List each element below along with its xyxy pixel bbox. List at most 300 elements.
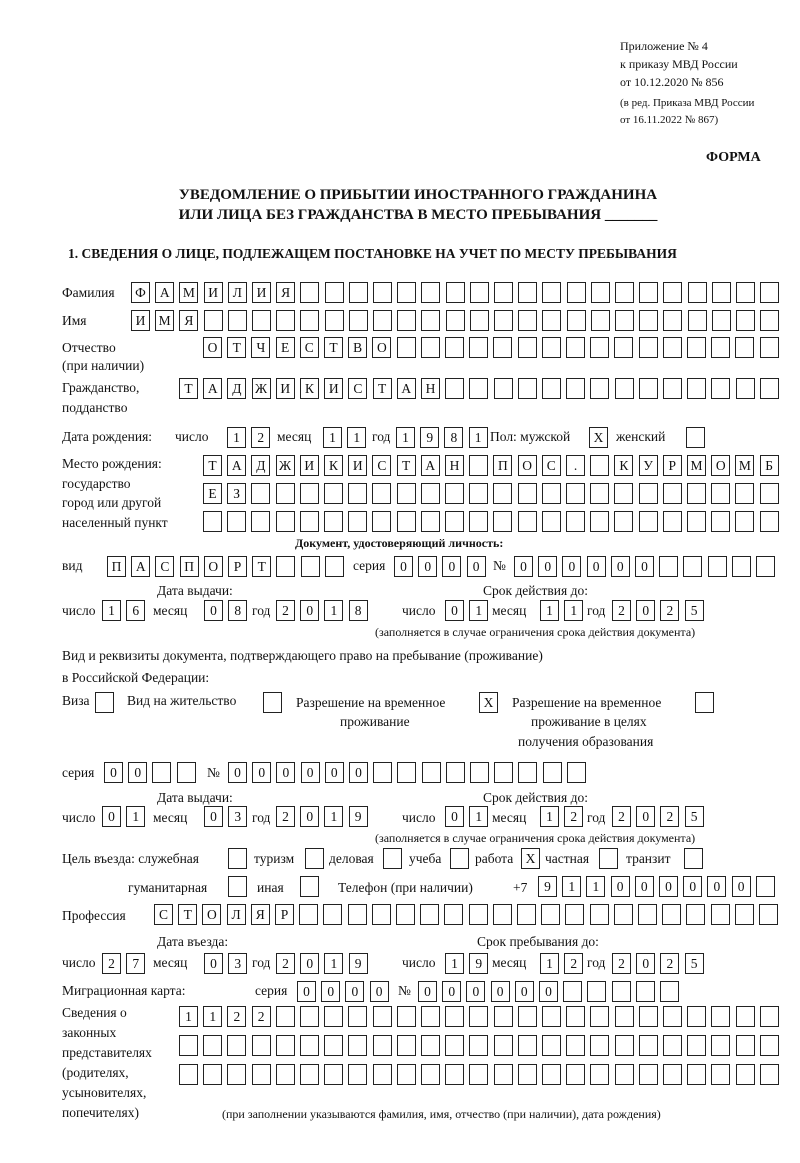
field-patronymic-box[interactable] [518,337,537,358]
field-surname-box[interactable]: Л [228,282,247,303]
field-entry-month-box[interactable]: 3 [228,953,247,974]
field-rep3-box[interactable] [276,1064,295,1085]
field-mig-number-box[interactable] [660,981,679,1002]
field-pob1-box[interactable]: А [421,455,440,476]
field-rep1-box[interactable] [760,1006,779,1027]
field-right-number-box[interactable] [518,762,537,783]
field-pob3-box[interactable] [663,511,682,532]
field-rep2-box[interactable] [494,1035,513,1056]
field-rep1-box[interactable] [469,1006,488,1027]
field-citizenship-box[interactable] [445,378,464,399]
field-surname-box[interactable] [325,282,344,303]
field-rep3-box[interactable] [227,1064,246,1085]
field-patronymic-box[interactable]: Ч [251,337,270,358]
field-pob1-box[interactable] [590,455,609,476]
field-mig-number-box[interactable]: 0 [466,981,485,1002]
field-rep3-box[interactable] [518,1064,537,1085]
field-right-number-box[interactable]: 0 [228,762,247,783]
field-surname-box[interactable] [760,282,779,303]
field-pob1-box[interactable]: А [227,455,246,476]
field-rep1-box[interactable] [639,1006,658,1027]
field-name-box[interactable] [567,310,586,331]
field-pob3-box[interactable] [324,511,343,532]
field-phone-box[interactable] [756,876,775,897]
field-pob2-box[interactable] [639,483,658,504]
field-profession-box[interactable] [735,904,754,925]
field-rep3-box[interactable] [421,1064,440,1085]
field-right-issue-year-box[interactable]: 1 [324,806,343,827]
field-rep3-box[interactable] [711,1064,730,1085]
field-pob1-box[interactable]: Т [203,455,222,476]
field-doc-kind-box[interactable]: Р [228,556,247,577]
field-rep2-box[interactable] [590,1035,609,1056]
field-surname-box[interactable]: Я [276,282,295,303]
field-pob1-box[interactable]: Н [445,455,464,476]
field-pob2-box[interactable] [445,483,464,504]
field-right-number-box[interactable] [397,762,416,783]
field-right-number-box[interactable] [567,762,586,783]
field-doc-kind-box[interactable]: С [155,556,174,577]
field-pob2-box[interactable] [469,483,488,504]
field-rep1-box[interactable] [542,1006,561,1027]
field-rep2-box[interactable] [227,1035,246,1056]
field-surname-box[interactable] [518,282,537,303]
field-name-box[interactable] [349,310,368,331]
field-patronymic-box[interactable] [590,337,609,358]
field-citizenship-box[interactable]: И [276,378,295,399]
field-rep2-box[interactable] [300,1035,319,1056]
field-pob1-box[interactable]: С [542,455,561,476]
field-rep3-box[interactable] [590,1064,609,1085]
field-name-box[interactable] [204,310,223,331]
field-rep2-box[interactable] [760,1035,779,1056]
field-pob2-box[interactable] [711,483,730,504]
field-doc-issue-month-box[interactable]: 8 [228,600,247,621]
field-name-box[interactable] [446,310,465,331]
field-name-box[interactable] [542,310,561,331]
field-right-valid-year-box[interactable]: 5 [685,806,704,827]
field-pob3-box[interactable] [518,511,537,532]
field-profession-box[interactable] [348,904,367,925]
field-mig-series-box[interactable]: 0 [297,981,316,1002]
field-right-issue-day-box[interactable]: 1 [126,806,145,827]
field-name-box[interactable] [712,310,731,331]
field-right-valid-year-box[interactable]: 2 [660,806,679,827]
field-doc-number-box[interactable]: 0 [562,556,581,577]
field-citizenship-box[interactable]: А [203,378,222,399]
field-surname-box[interactable] [349,282,368,303]
field-profession-box[interactable] [299,904,318,925]
field-rep2-box[interactable] [663,1035,682,1056]
field-mig-number-box[interactable]: 0 [442,981,461,1002]
field-rep1-box[interactable] [348,1006,367,1027]
field-surname-box[interactable] [688,282,707,303]
field-pob3-box[interactable] [542,511,561,532]
field-phone-box[interactable]: 1 [562,876,581,897]
field-rep2-box[interactable] [397,1035,416,1056]
field-pob3-box[interactable] [566,511,585,532]
field-p-humanitarian-box[interactable] [228,876,247,897]
field-profession-box[interactable] [469,904,488,925]
field-profession-box[interactable] [420,904,439,925]
field-pob3-box[interactable] [711,511,730,532]
field-pob3-box[interactable] [760,511,779,532]
field-doc-number-box[interactable]: 0 [635,556,654,577]
field-p-work-box[interactable]: X [521,848,540,869]
field-entry-year-box[interactable]: 1 [324,953,343,974]
field-right-issue-year-box[interactable]: 0 [300,806,319,827]
field-rep2-box[interactable] [276,1035,295,1056]
field-right-number-box[interactable] [470,762,489,783]
field-right-valid-day-box[interactable]: 0 [445,806,464,827]
field-citizenship-box[interactable] [639,378,658,399]
field-profession-box[interactable] [541,904,560,925]
field-pob1-box[interactable]: И [300,455,319,476]
field-rep3-box[interactable] [203,1064,222,1085]
field-doc-number-box[interactable]: 0 [611,556,630,577]
field-rep3-box[interactable] [469,1064,488,1085]
field-p-official-box[interactable] [228,848,247,869]
field-visa-box[interactable] [95,692,114,713]
field-profession-box[interactable] [493,904,512,925]
field-profession-box[interactable] [517,904,536,925]
field-pob2-box[interactable]: З [227,483,246,504]
field-right-number-box[interactable]: 0 [349,762,368,783]
field-name-box[interactable] [228,310,247,331]
field-rep3-box[interactable] [300,1064,319,1085]
field-pob3-box[interactable] [469,511,488,532]
field-rep2-box[interactable] [348,1035,367,1056]
field-pob2-box[interactable] [300,483,319,504]
field-phone-box[interactable]: 9 [538,876,557,897]
field-profession-box[interactable] [759,904,778,925]
field-pob3-box[interactable] [276,511,295,532]
field-patronymic-box[interactable]: Т [227,337,246,358]
field-phone-box[interactable]: 0 [611,876,630,897]
field-rep3-box[interactable] [179,1064,198,1085]
field-entry-day-box[interactable]: 2 [102,953,121,974]
field-doc-number-box[interactable]: 0 [587,556,606,577]
field-citizenship-box[interactable] [518,378,537,399]
field-dob-year-box[interactable]: 8 [444,427,463,448]
field-profession-box[interactable]: Р [275,904,294,925]
field-pob3-box[interactable] [300,511,319,532]
field-pob3-box[interactable] [687,511,706,532]
field-surname-box[interactable] [421,282,440,303]
field-right-issue-year-box[interactable]: 9 [349,806,368,827]
field-stay-year-box[interactable]: 2 [660,953,679,974]
field-pob3-box[interactable] [445,511,464,532]
field-phone-box[interactable]: 0 [732,876,751,897]
field-profession-box[interactable]: Л [227,904,246,925]
field-rep2-box[interactable] [179,1035,198,1056]
field-entry-year-box[interactable]: 2 [276,953,295,974]
field-trp-box[interactable]: X [479,692,498,713]
field-right-number-box[interactable] [422,762,441,783]
field-doc-number-box[interactable] [683,556,702,577]
field-name-box[interactable] [615,310,634,331]
field-pob3-box[interactable] [614,511,633,532]
field-citizenship-box[interactable] [736,378,755,399]
field-pob1-box[interactable]: С [372,455,391,476]
field-doc-valid-month-box[interactable]: 1 [540,600,559,621]
field-name-box[interactable] [760,310,779,331]
field-profession-box[interactable] [686,904,705,925]
field-surname-box[interactable] [300,282,319,303]
field-name-box[interactable]: Я [179,310,198,331]
field-right-valid-month-box[interactable]: 1 [540,806,559,827]
field-dob-year-box[interactable]: 9 [420,427,439,448]
field-surname-box[interactable]: И [204,282,223,303]
field-citizenship-box[interactable] [663,378,682,399]
field-patronymic-box[interactable] [566,337,585,358]
field-rep1-box[interactable] [663,1006,682,1027]
field-mig-number-box[interactable] [612,981,631,1002]
field-dob-month-box[interactable]: 1 [347,427,366,448]
field-rep1-box[interactable]: 2 [252,1006,271,1027]
field-rep3-box[interactable] [494,1064,513,1085]
field-surname-box[interactable] [470,282,489,303]
field-patronymic-box[interactable]: Т [324,337,343,358]
field-pob1-box[interactable]: П [493,455,512,476]
field-doc-issue-year-box[interactable]: 0 [300,600,319,621]
field-surname-box[interactable] [397,282,416,303]
field-rep1-box[interactable] [687,1006,706,1027]
field-rep1-box[interactable]: 2 [227,1006,246,1027]
field-mig-series-box[interactable]: 0 [370,981,389,1002]
field-doc-issue-month-box[interactable]: 0 [204,600,223,621]
field-p-tourism-box[interactable] [305,848,324,869]
field-patronymic-box[interactable]: О [372,337,391,358]
field-pob1-box[interactable]: М [687,455,706,476]
field-right-issue-day-box[interactable]: 0 [102,806,121,827]
field-profession-box[interactable]: С [154,904,173,925]
field-pob2-box[interactable] [518,483,537,504]
field-mig-number-box[interactable]: 0 [418,981,437,1002]
field-profession-box[interactable] [565,904,584,925]
field-pob3-box[interactable] [227,511,246,532]
field-rep1-box[interactable] [324,1006,343,1027]
field-name-box[interactable] [663,310,682,331]
field-rep3-box[interactable] [542,1064,561,1085]
field-surname-box[interactable]: И [252,282,271,303]
field-doc-number-box[interactable]: 0 [538,556,557,577]
field-rep2-box[interactable] [324,1035,343,1056]
field-pob1-box[interactable]: И [348,455,367,476]
field-surname-box[interactable] [639,282,658,303]
field-pob2-box[interactable] [372,483,391,504]
field-name-box[interactable] [591,310,610,331]
field-surname-box[interactable]: М [179,282,198,303]
field-profession-box[interactable] [396,904,415,925]
field-rep1-box[interactable] [445,1006,464,1027]
field-doc-valid-month-box[interactable]: 1 [564,600,583,621]
field-pob1-box[interactable]: Р [663,455,682,476]
field-citizenship-box[interactable]: Н [421,378,440,399]
field-rep2-box[interactable] [203,1035,222,1056]
field-pob2-box[interactable] [348,483,367,504]
field-right-valid-month-box[interactable]: 2 [564,806,583,827]
field-surname-box[interactable] [736,282,755,303]
field-dob-day-box[interactable]: 2 [251,427,270,448]
field-dob-month-box[interactable]: 1 [323,427,342,448]
field-name-box[interactable] [325,310,344,331]
field-rep3-box[interactable] [348,1064,367,1085]
field-mig-number-box[interactable] [587,981,606,1002]
field-name-box[interactable] [300,310,319,331]
field-name-box[interactable] [518,310,537,331]
field-mig-series-box[interactable]: 0 [345,981,364,1002]
field-right-number-box[interactable] [373,762,392,783]
field-stay-year-box[interactable]: 2 [612,953,631,974]
field-phone-box[interactable]: 0 [635,876,654,897]
field-patronymic-box[interactable] [735,337,754,358]
field-rep2-box[interactable] [445,1035,464,1056]
field-patronymic-box[interactable] [687,337,706,358]
field-rep3-box[interactable] [639,1064,658,1085]
field-doc-number-box[interactable] [732,556,751,577]
field-stay-day-box[interactable]: 1 [445,953,464,974]
field-pob1-box[interactable]: О [518,455,537,476]
field-rep2-box[interactable] [639,1035,658,1056]
field-pob1-box[interactable]: . [566,455,585,476]
field-mig-series-box[interactable]: 0 [321,981,340,1002]
field-profession-box[interactable] [711,904,730,925]
field-doc-issue-day-box[interactable]: 6 [126,600,145,621]
field-citizenship-box[interactable] [615,378,634,399]
field-rep1-box[interactable] [276,1006,295,1027]
field-rep1-box[interactable] [518,1006,537,1027]
field-name-box[interactable] [688,310,707,331]
field-pob2-box[interactable] [324,483,343,504]
field-rep2-box[interactable] [711,1035,730,1056]
field-doc-kind-box[interactable]: П [180,556,199,577]
field-pob3-box[interactable] [372,511,391,532]
field-rep1-box[interactable] [397,1006,416,1027]
field-right-series-box[interactable]: 0 [104,762,123,783]
field-stay-month-box[interactable]: 1 [540,953,559,974]
field-surname-box[interactable] [712,282,731,303]
field-pob1-box[interactable]: Т [397,455,416,476]
field-citizenship-box[interactable]: Д [227,378,246,399]
field-p-study-box[interactable] [450,848,469,869]
field-rep3-box[interactable] [615,1064,634,1085]
field-doc-kind-box[interactable] [301,556,320,577]
field-pob3-box[interactable] [493,511,512,532]
field-patronymic-box[interactable]: В [348,337,367,358]
field-rep2-box[interactable] [518,1035,537,1056]
field-patronymic-box[interactable] [445,337,464,358]
field-rep2-box[interactable] [373,1035,392,1056]
field-profession-box[interactable] [372,904,391,925]
field-trpe-box[interactable] [695,692,714,713]
field-rep2-box[interactable] [615,1035,634,1056]
field-citizenship-box[interactable]: Ж [252,378,271,399]
field-profession-box[interactable] [323,904,342,925]
field-pob2-box[interactable] [493,483,512,504]
field-patronymic-box[interactable] [397,337,416,358]
field-citizenship-box[interactable]: Т [179,378,198,399]
field-rep2-box[interactable] [469,1035,488,1056]
field-surname-box[interactable]: А [155,282,174,303]
field-patronymic-box[interactable] [421,337,440,358]
field-pob2-box[interactable] [397,483,416,504]
field-stay-day-box[interactable]: 9 [469,953,488,974]
field-doc-valid-day-box[interactable]: 0 [445,600,464,621]
field-rep3-box[interactable] [736,1064,755,1085]
field-pob1-box[interactable]: К [614,455,633,476]
field-doc-valid-day-box[interactable]: 1 [469,600,488,621]
field-dob-year-box[interactable]: 1 [469,427,488,448]
field-doc-kind-box[interactable]: А [131,556,150,577]
field-profession-box[interactable] [590,904,609,925]
field-pob2-box[interactable] [251,483,270,504]
field-citizenship-box[interactable] [494,378,513,399]
field-mig-number-box[interactable] [563,981,582,1002]
field-rep1-box[interactable] [494,1006,513,1027]
field-profession-box[interactable]: Т [178,904,197,925]
field-citizenship-box[interactable] [469,378,488,399]
field-right-number-box[interactable]: 0 [301,762,320,783]
field-rep1-box[interactable] [373,1006,392,1027]
field-right-number-box[interactable] [543,762,562,783]
field-right-issue-month-box[interactable]: 3 [228,806,247,827]
field-citizenship-box[interactable] [566,378,585,399]
field-surname-box[interactable] [591,282,610,303]
field-doc-valid-year-box[interactable]: 0 [636,600,655,621]
field-right-issue-year-box[interactable]: 2 [276,806,295,827]
field-right-valid-year-box[interactable]: 0 [636,806,655,827]
field-stay-year-box[interactable]: 0 [636,953,655,974]
field-rep1-box[interactable] [300,1006,319,1027]
field-name-box[interactable] [276,310,295,331]
field-pob2-box[interactable] [542,483,561,504]
field-name-box[interactable]: М [155,310,174,331]
field-rep3-box[interactable] [324,1064,343,1085]
field-name-box[interactable] [494,310,513,331]
field-surname-box[interactable] [567,282,586,303]
field-name-box[interactable] [639,310,658,331]
field-rep3-box[interactable] [445,1064,464,1085]
field-pob1-box[interactable] [469,455,488,476]
field-sex-male-box[interactable]: X [589,427,608,448]
field-surname-box[interactable]: Ф [131,282,150,303]
field-pob1-box[interactable]: У [639,455,658,476]
field-patronymic-box[interactable] [639,337,658,358]
field-pob1-box[interactable]: К [324,455,343,476]
field-residence-box[interactable] [263,692,282,713]
field-phone-box[interactable]: 0 [683,876,702,897]
field-patronymic-box[interactable] [614,337,633,358]
field-surname-box[interactable] [663,282,682,303]
field-doc-number-box[interactable] [708,556,727,577]
field-stay-year-box[interactable]: 5 [685,953,704,974]
field-pob2-box[interactable] [421,483,440,504]
field-citizenship-box[interactable]: А [397,378,416,399]
field-patronymic-box[interactable] [542,337,561,358]
field-pob3-box[interactable] [251,511,270,532]
field-surname-box[interactable] [542,282,561,303]
field-rep3-box[interactable] [687,1064,706,1085]
field-rep3-box[interactable] [760,1064,779,1085]
field-doc-series-box[interactable]: 0 [442,556,461,577]
field-right-number-box[interactable]: 0 [325,762,344,783]
field-entry-month-box[interactable]: 0 [204,953,223,974]
field-doc-issue-year-box[interactable]: 2 [276,600,295,621]
field-phone-box[interactable]: 1 [586,876,605,897]
field-mig-number-box[interactable]: 0 [539,981,558,1002]
field-patronymic-box[interactable] [469,337,488,358]
